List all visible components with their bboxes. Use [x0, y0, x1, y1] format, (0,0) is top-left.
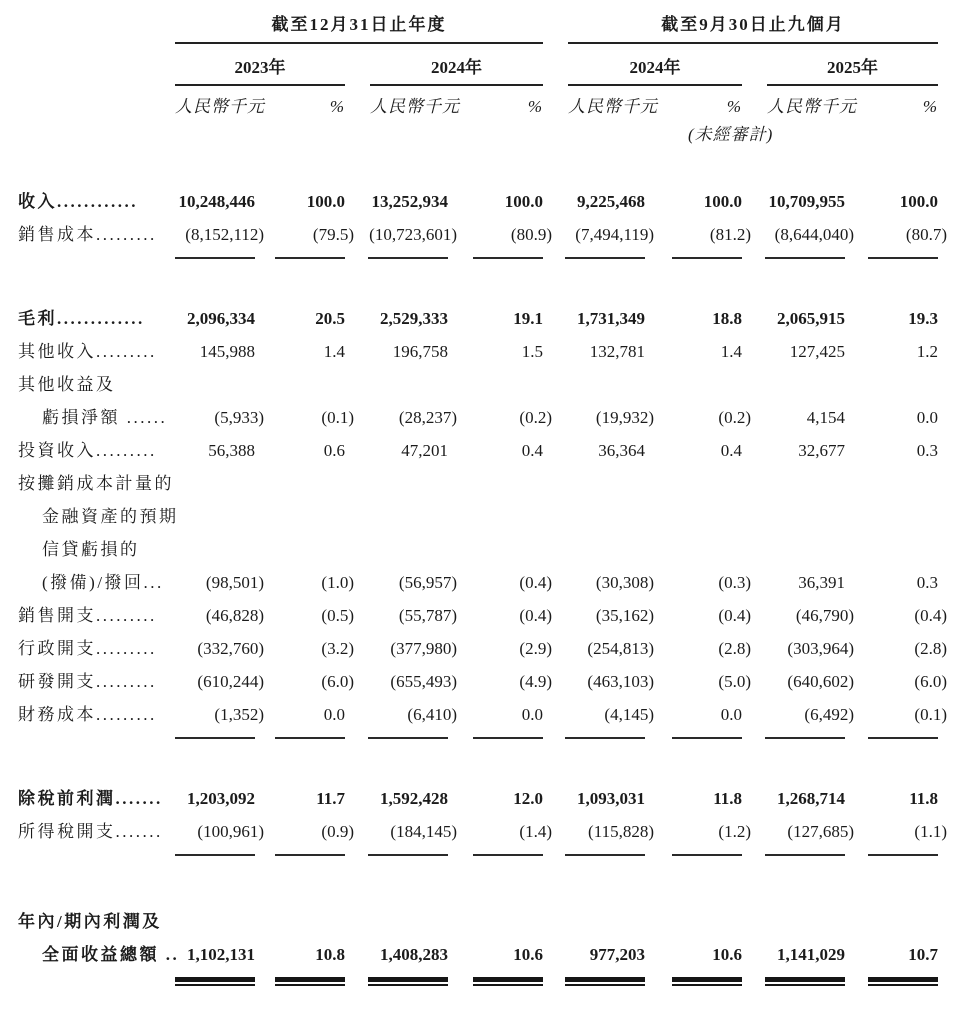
- cell-value: 20.5: [315, 309, 345, 328]
- amount-cell: [742, 302, 845, 335]
- amount-cell: [175, 566, 264, 599]
- cell-value: (0.4): [718, 606, 751, 625]
- table-row: [18, 185, 940, 218]
- amount-cell: [175, 782, 255, 815]
- amount-cell: [543, 401, 654, 434]
- year-label: 2024年: [370, 57, 543, 86]
- percent-cell: [248, 335, 345, 368]
- percent-cell: [845, 434, 938, 467]
- amount-cell: [543, 665, 654, 698]
- amount-cell: [742, 566, 845, 599]
- table-row: [18, 632, 947, 665]
- cell-value: 9,225,468: [577, 192, 645, 211]
- cell-value: (0.1): [321, 408, 354, 427]
- row-label: 毛利.............: [18, 309, 145, 328]
- year-column-2023: [175, 57, 345, 86]
- cell-value: (4.9): [519, 672, 552, 691]
- unit-cell-2024: [345, 95, 543, 119]
- amount-cell: [345, 401, 457, 434]
- percent-cell: [645, 185, 742, 218]
- amount-cell: [175, 599, 264, 632]
- percent-cell: [645, 938, 742, 982]
- cell-value: (1.1): [914, 822, 947, 841]
- cell-value: 10,709,955: [768, 192, 845, 211]
- row-label: 全面收益總額 ..: [42, 945, 180, 964]
- amount-cell: [742, 434, 845, 467]
- percent-cell: [448, 632, 552, 665]
- cell-value: (30,308): [595, 573, 654, 592]
- amount-cell: [175, 434, 255, 467]
- percent-cell: [845, 302, 938, 335]
- cell-value: 1.4: [720, 342, 742, 361]
- percent-cell: [248, 632, 354, 665]
- cell-value: (81.2): [709, 225, 751, 244]
- cell-value: 0.3: [916, 441, 938, 460]
- cell-value: (0.2): [519, 408, 552, 427]
- amount-cell: [345, 218, 457, 259]
- cell-value: 1,731,349: [577, 309, 645, 328]
- cell-value: (303,964): [787, 639, 854, 658]
- row-label: 按攤銷成本計量的: [18, 474, 174, 493]
- amount-cell: [543, 566, 654, 599]
- amount-cell: [742, 599, 854, 632]
- year-header-row: [18, 57, 940, 86]
- percent-cell: [845, 218, 947, 259]
- cell-value: 1,093,031: [577, 789, 645, 808]
- cell-value: (0.1): [914, 705, 947, 724]
- table-row: [18, 434, 940, 467]
- table-label-row: [18, 500, 940, 533]
- unaudited-note: (未經審計): [688, 125, 774, 144]
- period-group-annual: [175, 14, 543, 44]
- cell-value: 1,592,428: [380, 789, 448, 808]
- cell-value: (127,685): [787, 822, 854, 841]
- cell-value: (1,352): [214, 705, 264, 724]
- amount-cell: [543, 938, 645, 982]
- cell-value: 1.4: [323, 342, 345, 361]
- cell-value: (3.2): [321, 639, 354, 658]
- cell-value: 100.0: [504, 192, 543, 211]
- cell-value: (6.0): [321, 672, 354, 691]
- percent-cell: [645, 302, 742, 335]
- table-row: [18, 401, 940, 434]
- cell-value: 0.3: [916, 573, 938, 592]
- cell-value: (5.0): [718, 672, 751, 691]
- row-label: 所得稅開支.......: [18, 822, 163, 841]
- percent-cell: [448, 665, 552, 698]
- percent-cell: [448, 698, 543, 739]
- period-group-header-row: [18, 14, 940, 44]
- cell-value: (0.3): [718, 573, 751, 592]
- amount-cell: [543, 335, 645, 368]
- percent-cell: [845, 335, 938, 368]
- amount-cell: [742, 185, 845, 218]
- cell-value: 1,203,092: [187, 789, 255, 808]
- cell-value: (0.4): [519, 606, 552, 625]
- row-label: 金融資產的預期: [42, 507, 179, 526]
- cell-value: (332,760): [197, 639, 264, 658]
- table-row: [18, 599, 947, 632]
- cell-value: 13,252,934: [371, 192, 448, 211]
- amount-cell: [543, 302, 645, 335]
- period-group-annual-label: 截至12月31日止年度: [175, 14, 543, 44]
- unit-header: 人民幣千元: [370, 97, 460, 116]
- amount-cell: [742, 218, 854, 259]
- table-row: [18, 302, 940, 335]
- cell-value: 10.6: [513, 945, 543, 964]
- row-label: 其他收益及: [18, 375, 116, 394]
- cell-value: 1,141,029: [777, 945, 845, 964]
- cell-value: (98,501): [205, 573, 264, 592]
- amount-cell: [742, 401, 845, 434]
- cell-value: 132,781: [589, 342, 645, 361]
- percent-cell: [448, 434, 543, 467]
- percent-cell: [645, 698, 742, 739]
- cell-value: 1,408,283: [380, 945, 448, 964]
- cell-value: 11.7: [316, 789, 345, 808]
- percent-cell: [248, 698, 345, 739]
- table-label-row: [18, 467, 940, 500]
- amount-cell: [175, 632, 264, 665]
- unit-header-row: [18, 95, 940, 119]
- percent-cell: [645, 815, 751, 856]
- percent-cell: [248, 815, 354, 856]
- table-label-row: [18, 368, 940, 401]
- cell-value: (0.2): [718, 408, 751, 427]
- percent-cell: [845, 566, 938, 599]
- row-label: 信貸虧損的: [42, 540, 140, 559]
- cell-value: 19.1: [513, 309, 543, 328]
- amount-cell: [175, 938, 255, 982]
- percent-cell: [248, 185, 345, 218]
- unit-cell-2025: [742, 95, 938, 119]
- year-column-2024: [345, 57, 543, 86]
- percent-header: %: [527, 97, 543, 116]
- percent-cell: [845, 938, 938, 982]
- percent-cell: [845, 698, 947, 739]
- row-label: 虧損淨額 ......: [42, 408, 168, 427]
- amount-cell: [345, 599, 457, 632]
- amount-cell: [345, 185, 448, 218]
- percent-cell: [845, 665, 947, 698]
- percent-cell: [448, 218, 552, 259]
- percent-cell: [645, 434, 742, 467]
- percent-cell: [448, 566, 552, 599]
- cell-value: 2,096,334: [187, 309, 255, 328]
- cell-value: (1.2): [718, 822, 751, 841]
- amount-cell: [543, 599, 654, 632]
- cell-value: 11.8: [713, 789, 742, 808]
- cell-value: 10,248,446: [178, 192, 255, 211]
- amount-cell: [742, 938, 845, 982]
- percent-cell: [645, 632, 751, 665]
- percent-cell: [448, 815, 552, 856]
- cell-value: 0.0: [521, 705, 543, 724]
- amount-cell: [175, 185, 255, 218]
- row-label: 投資收入.........: [18, 441, 157, 460]
- cell-value: 32,677: [798, 441, 845, 460]
- amount-cell: [345, 632, 457, 665]
- cell-value: (0.9): [321, 822, 354, 841]
- amount-cell: [742, 335, 845, 368]
- percent-header: %: [922, 97, 938, 116]
- cell-value: 18.8: [712, 309, 742, 328]
- row-label: (撥備)/撥回...: [42, 573, 164, 592]
- percent-cell: [248, 566, 354, 599]
- cell-value: 1.2: [916, 342, 938, 361]
- cell-value: (5,933): [214, 408, 264, 427]
- amount-cell: [742, 815, 854, 856]
- cell-value: (2.9): [519, 639, 552, 658]
- cell-value: 1,102,131: [187, 945, 255, 964]
- row-label: 年內/期內利潤及: [18, 912, 162, 931]
- table-row: [18, 698, 947, 740]
- percent-cell: [448, 782, 543, 815]
- cell-value: 10.8: [315, 945, 345, 964]
- percent-cell: [248, 302, 345, 335]
- unit-cell-2024-nine-months: [543, 95, 742, 119]
- percent-cell: [645, 335, 742, 368]
- amount-cell: [175, 218, 264, 259]
- cell-value: (80.9): [510, 225, 552, 244]
- percent-cell: [845, 401, 938, 434]
- period-group-nine-months: [543, 14, 938, 44]
- percent-cell: [845, 632, 947, 665]
- cell-value: 2,529,333: [380, 309, 448, 328]
- amount-cell: [742, 698, 854, 739]
- cell-value: (463,103): [587, 672, 654, 691]
- percent-cell: [645, 782, 742, 815]
- cell-value: 0.0: [323, 705, 345, 724]
- table-row: [18, 335, 940, 368]
- cell-value: 100.0: [899, 192, 938, 211]
- year-label: 2024年: [568, 57, 742, 86]
- percent-cell: [645, 218, 751, 259]
- cell-value: (254,813): [587, 639, 654, 658]
- cell-value: (0.5): [321, 606, 354, 625]
- percent-cell: [645, 566, 751, 599]
- cell-value: (4,145): [604, 705, 654, 724]
- amount-cell: [543, 698, 654, 739]
- percent-cell: [448, 335, 543, 368]
- unit-cell-2023: [175, 95, 345, 119]
- amount-cell: [742, 782, 845, 815]
- cell-value: 0.0: [916, 408, 938, 427]
- amount-cell: [345, 698, 457, 739]
- percent-cell: [248, 218, 354, 259]
- table-row: [18, 938, 940, 984]
- cell-value: (8,152,112): [185, 225, 264, 244]
- cell-value: 0.6: [323, 441, 345, 460]
- table-row: [18, 218, 947, 260]
- amount-cell: [345, 665, 457, 698]
- unit-header: 人民幣千元: [568, 97, 658, 116]
- period-group-nine-months-label: 截至9月30日止九個月: [568, 14, 938, 44]
- cell-value: 145,988: [199, 342, 255, 361]
- cell-value: (1.0): [321, 573, 354, 592]
- amount-cell: [175, 302, 255, 335]
- percent-cell: [248, 434, 345, 467]
- cell-value: 19.3: [908, 309, 938, 328]
- percent-cell: [845, 185, 938, 218]
- unit-header: 人民幣千元: [175, 97, 265, 116]
- cell-value: (80.7): [905, 225, 947, 244]
- amount-cell: [543, 782, 645, 815]
- amount-cell: [742, 632, 854, 665]
- row-label: 其他收入.........: [18, 342, 157, 361]
- cell-value: 4,154: [806, 408, 845, 427]
- amount-cell: [345, 335, 448, 368]
- cell-value: 0.4: [521, 441, 543, 460]
- cell-value: 0.0: [720, 705, 742, 724]
- cell-value: 56,388: [208, 441, 255, 460]
- row-label: 行政開支.........: [18, 639, 157, 658]
- amount-cell: [742, 665, 854, 698]
- amount-cell: [345, 302, 448, 335]
- cell-value: 100.0: [306, 192, 345, 211]
- cell-value: (2.8): [718, 639, 751, 658]
- amount-cell: [345, 566, 457, 599]
- table-body: [18, 185, 947, 984]
- cell-value: (6,410): [407, 705, 457, 724]
- percent-cell: [448, 302, 543, 335]
- cell-value: 196,758: [392, 342, 448, 361]
- year-column-2024-nine-months: [543, 57, 742, 86]
- cell-value: (55,787): [398, 606, 457, 625]
- amount-cell: [543, 185, 645, 218]
- cell-value: (28,237): [398, 408, 457, 427]
- cell-value: (19,932): [595, 408, 654, 427]
- percent-cell: [448, 938, 543, 982]
- cell-value: (56,957): [398, 573, 457, 592]
- cell-value: (640,602): [787, 672, 854, 691]
- cell-value: (46,828): [205, 606, 264, 625]
- row-label: 財務成本.........: [18, 705, 157, 724]
- row-label: 除稅前利潤.......: [18, 789, 163, 808]
- cell-value: (377,980): [390, 639, 457, 658]
- cell-value: (2.8): [914, 639, 947, 658]
- cell-value: (7,494,119): [575, 225, 654, 244]
- cell-value: 47,201: [401, 441, 448, 460]
- amount-cell: [345, 434, 448, 467]
- cell-value: 12.0: [513, 789, 543, 808]
- amount-cell: [175, 665, 264, 698]
- table-label-row: [18, 533, 940, 566]
- unaudited-note-row: [18, 123, 940, 147]
- cell-value: 36,391: [798, 573, 845, 592]
- percent-cell: [448, 185, 543, 218]
- cell-value: (10,723,601): [369, 225, 457, 244]
- amount-cell: [543, 632, 654, 665]
- cell-value: (8,644,040): [774, 225, 854, 244]
- percent-cell: [448, 401, 552, 434]
- percent-cell: [448, 599, 552, 632]
- amount-cell: [543, 218, 654, 259]
- amount-cell: [345, 782, 448, 815]
- row-label: 銷售開支.........: [18, 606, 157, 625]
- cell-value: (0.4): [519, 573, 552, 592]
- percent-cell: [248, 938, 345, 982]
- row-label: 銷售成本.........: [18, 225, 157, 244]
- cell-value: 11.8: [909, 789, 938, 808]
- cell-value: 2,065,915: [777, 309, 845, 328]
- cell-value: 100.0: [703, 192, 742, 211]
- cell-value: (6,492): [804, 705, 854, 724]
- percent-header: %: [329, 97, 345, 116]
- cell-value: 1.5: [521, 342, 543, 361]
- table-row: [18, 566, 940, 599]
- percent-cell: [248, 782, 345, 815]
- cell-value: (184,145): [390, 822, 457, 841]
- cell-value: (35,162): [595, 606, 654, 625]
- cell-value: 0.4: [720, 441, 742, 460]
- cell-value: (655,493): [390, 672, 457, 691]
- cell-value: 1,268,714: [777, 789, 845, 808]
- cell-value: (46,790): [795, 606, 854, 625]
- percent-cell: [845, 599, 947, 632]
- percent-header: %: [726, 97, 742, 116]
- percent-cell: [248, 665, 354, 698]
- percent-cell: [248, 401, 354, 434]
- cell-value: 36,364: [598, 441, 645, 460]
- table-row: [18, 665, 947, 698]
- cell-value: (610,244): [197, 672, 264, 691]
- row-label: 研發開支.........: [18, 672, 157, 691]
- amount-cell: [543, 815, 654, 856]
- cell-value: (0.4): [914, 606, 947, 625]
- percent-cell: [248, 599, 354, 632]
- cell-value: 977,203: [589, 945, 645, 964]
- year-column-2025: [742, 57, 938, 86]
- percent-cell: [845, 815, 947, 856]
- cell-value: (6.0): [914, 672, 947, 691]
- row-label: 收入............: [18, 192, 138, 211]
- amount-cell: [175, 335, 255, 368]
- percent-cell: [645, 401, 751, 434]
- unit-header: 人民幣千元: [767, 97, 857, 116]
- cell-value: 10.7: [908, 945, 938, 964]
- percent-cell: [645, 665, 751, 698]
- cell-value: (100,961): [197, 822, 264, 841]
- cell-value: (1.4): [519, 822, 552, 841]
- table-label-row: [18, 905, 940, 938]
- amount-cell: [175, 698, 264, 739]
- percent-cell: [845, 782, 938, 815]
- cell-value: (79.5): [312, 225, 354, 244]
- amount-cell: [175, 815, 264, 856]
- year-label: 2025年: [767, 57, 938, 86]
- cell-value: (115,828): [588, 822, 654, 841]
- amount-cell: [345, 938, 448, 982]
- year-label: 2023年: [175, 57, 345, 86]
- percent-cell: [645, 599, 751, 632]
- amount-cell: [345, 815, 457, 856]
- amount-cell: [543, 434, 645, 467]
- table-row: [18, 815, 947, 857]
- table-row: [18, 782, 940, 815]
- cell-value: 127,425: [789, 342, 845, 361]
- amount-cell: [175, 401, 264, 434]
- cell-value: 10.6: [712, 945, 742, 964]
